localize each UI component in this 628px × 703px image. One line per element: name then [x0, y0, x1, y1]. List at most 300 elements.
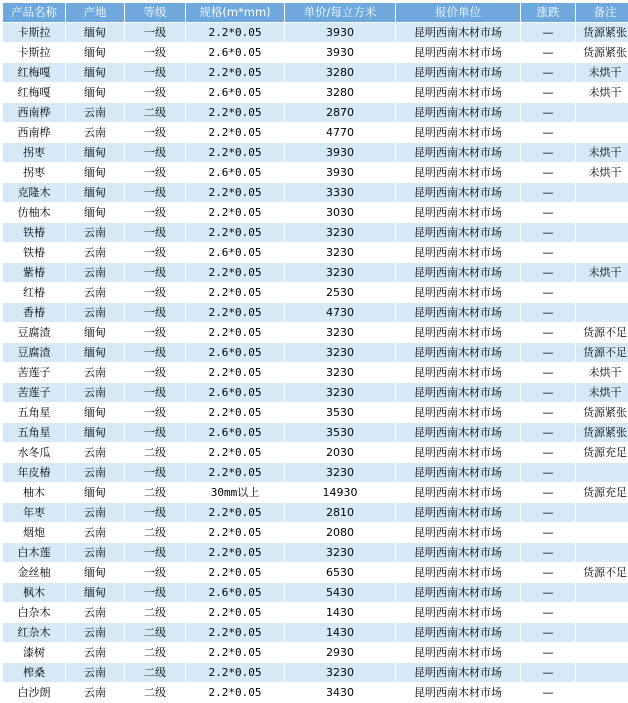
- cell-spec: 2.2*0.05: [186, 203, 284, 222]
- cell-grade: 一级: [125, 83, 185, 102]
- cell-product-name: 白木莲: [3, 543, 65, 562]
- cell-quote-unit: 昆明西南木材市场: [396, 383, 520, 402]
- cell-product-name: 西南桦: [3, 123, 65, 142]
- cell-quote-unit: 昆明西南木材市场: [396, 243, 520, 262]
- cell-price: 3230: [285, 363, 395, 382]
- cell-product-name: 柚木: [3, 483, 65, 502]
- cell-note: 货源不足: [576, 563, 628, 582]
- cell-origin: 云南: [66, 303, 124, 322]
- price-table: [2, 2, 628, 703]
- cell-origin: 缅甸: [66, 563, 124, 582]
- cell-grade: 一级: [125, 343, 185, 362]
- cell-origin: 缅甸: [66, 323, 124, 342]
- cell-note: [576, 103, 628, 122]
- table-row: [3, 163, 628, 182]
- cell-product-name: 五角星: [3, 403, 65, 422]
- table-row: [3, 303, 628, 322]
- header-change: 涨跌: [521, 3, 575, 22]
- cell-quote-unit: 昆明西南木材市场: [396, 423, 520, 442]
- table-row: [3, 103, 628, 122]
- cell-quote-unit: 昆明西南木材市场: [396, 463, 520, 482]
- cell-change: —: [521, 343, 575, 362]
- cell-grade: 一级: [125, 403, 185, 422]
- table-row: [3, 263, 628, 282]
- cell-quote-unit: 昆明西南木材市场: [396, 283, 520, 302]
- cell-quote-unit: 昆明西南木材市场: [396, 143, 520, 162]
- cell-price: 2080: [285, 523, 395, 542]
- cell-origin: 缅甸: [66, 83, 124, 102]
- cell-note: 货源紧张: [576, 43, 628, 62]
- cell-product-name: 苦莲子: [3, 363, 65, 382]
- cell-quote-unit: 昆明西南木材市场: [396, 223, 520, 242]
- cell-product-name: 漆树: [3, 643, 65, 662]
- cell-quote-unit: 昆明西南木材市场: [396, 643, 520, 662]
- cell-price: 3280: [285, 63, 395, 82]
- cell-note: 未烘干: [576, 163, 628, 182]
- cell-quote-unit: 昆明西南木材市场: [396, 123, 520, 142]
- cell-origin: 云南: [66, 463, 124, 482]
- cell-spec: 2.2*0.05: [186, 663, 284, 682]
- cell-quote-unit: 昆明西南木材市场: [396, 443, 520, 462]
- header-product-name: 产品名称: [3, 3, 65, 22]
- cell-spec: 2.2*0.05: [186, 403, 284, 422]
- cell-change: —: [521, 203, 575, 222]
- cell-origin: 云南: [66, 503, 124, 522]
- table-row: [3, 183, 628, 202]
- cell-price: 6530: [285, 563, 395, 582]
- cell-origin: 云南: [66, 283, 124, 302]
- cell-note: [576, 523, 628, 542]
- cell-note: [576, 503, 628, 522]
- cell-quote-unit: 昆明西南木材市场: [396, 603, 520, 622]
- cell-grade: 二级: [125, 663, 185, 682]
- cell-grade: 一级: [125, 383, 185, 402]
- cell-product-name: 苦莲子: [3, 383, 65, 402]
- table-row: [3, 683, 628, 702]
- cell-origin: 缅甸: [66, 483, 124, 502]
- cell-change: —: [521, 163, 575, 182]
- cell-origin: 缅甸: [66, 23, 124, 42]
- table-row: [3, 343, 628, 362]
- cell-quote-unit: 昆明西南木材市场: [396, 563, 520, 582]
- header-grade: 等级: [125, 3, 185, 22]
- cell-product-name: 榨桑: [3, 663, 65, 682]
- header-price: 单价/每立方米: [285, 3, 395, 22]
- cell-quote-unit: 昆明西南木材市场: [396, 103, 520, 122]
- cell-note: 货源紧张: [576, 23, 628, 42]
- cell-product-name: 红杂木: [3, 623, 65, 642]
- cell-grade: 二级: [125, 683, 185, 702]
- cell-origin: 缅甸: [66, 43, 124, 62]
- cell-spec: 2.6*0.05: [186, 383, 284, 402]
- cell-spec: 2.2*0.05: [186, 563, 284, 582]
- cell-change: —: [521, 243, 575, 262]
- cell-product-name: 烟炮: [3, 523, 65, 542]
- cell-quote-unit: 昆明西南木材市场: [396, 343, 520, 362]
- cell-note: [576, 283, 628, 302]
- cell-change: —: [521, 383, 575, 402]
- cell-spec: 2.2*0.05: [186, 503, 284, 522]
- cell-spec: 2.2*0.05: [186, 323, 284, 342]
- cell-note: 未烘干: [576, 143, 628, 162]
- cell-grade: 一级: [125, 143, 185, 162]
- cell-grade: 一级: [125, 23, 185, 42]
- cell-quote-unit: 昆明西南木材市场: [396, 43, 520, 62]
- cell-grade: 一级: [125, 563, 185, 582]
- table-row: [3, 243, 628, 262]
- cell-product-name: 金丝柚: [3, 563, 65, 582]
- cell-origin: 缅甸: [66, 63, 124, 82]
- cell-product-name: 五角星: [3, 423, 65, 442]
- cell-product-name: 红梅嘎: [3, 63, 65, 82]
- cell-spec: 2.2*0.05: [186, 363, 284, 382]
- table-row: [3, 203, 628, 222]
- cell-origin: 缅甸: [66, 143, 124, 162]
- cell-quote-unit: 昆明西南木材市场: [396, 163, 520, 182]
- cell-quote-unit: 昆明西南木材市场: [396, 203, 520, 222]
- cell-price: 3230: [285, 343, 395, 362]
- header-note: 备注: [576, 3, 628, 22]
- cell-product-name: 枫木: [3, 583, 65, 602]
- cell-origin: 云南: [66, 123, 124, 142]
- cell-product-name: 豆腐渣: [3, 323, 65, 342]
- cell-grade: 一级: [125, 223, 185, 242]
- cell-grade: 二级: [125, 603, 185, 622]
- cell-price: 14930: [285, 483, 395, 502]
- cell-origin: 缅甸: [66, 343, 124, 362]
- cell-spec: 2.2*0.05: [186, 63, 284, 82]
- cell-price: 1430: [285, 623, 395, 642]
- cell-origin: 云南: [66, 443, 124, 462]
- table-row: [3, 643, 628, 662]
- cell-spec: 2.2*0.05: [186, 23, 284, 42]
- cell-price: 1430: [285, 603, 395, 622]
- cell-spec: 2.2*0.05: [186, 443, 284, 462]
- cell-quote-unit: 昆明西南木材市场: [396, 83, 520, 102]
- cell-price: 2810: [285, 503, 395, 522]
- table-row: [3, 603, 628, 622]
- cell-change: —: [521, 423, 575, 442]
- cell-origin: 云南: [66, 683, 124, 702]
- cell-quote-unit: 昆明西南木材市场: [396, 183, 520, 202]
- cell-quote-unit: 昆明西南木材市场: [396, 623, 520, 642]
- cell-grade: 一级: [125, 303, 185, 322]
- cell-grade: 二级: [125, 623, 185, 642]
- cell-grade: 一级: [125, 363, 185, 382]
- cell-quote-unit: 昆明西南木材市场: [396, 363, 520, 382]
- cell-product-name: 铁椿: [3, 243, 65, 262]
- cell-origin: 缅甸: [66, 583, 124, 602]
- cell-price: 3930: [285, 23, 395, 42]
- cell-change: —: [521, 563, 575, 582]
- table-header-row: [3, 3, 628, 22]
- cell-product-name: 仿柚木: [3, 203, 65, 222]
- cell-origin: 缅甸: [66, 203, 124, 222]
- cell-grade: 二级: [125, 523, 185, 542]
- cell-price: 3030: [285, 203, 395, 222]
- cell-spec: 2.2*0.05: [186, 543, 284, 562]
- cell-price: 3230: [285, 263, 395, 282]
- cell-change: —: [521, 683, 575, 702]
- header-spec: 规格(m*mm): [186, 3, 284, 22]
- cell-price: 3330: [285, 183, 395, 202]
- cell-price: 2930: [285, 643, 395, 662]
- cell-grade: 二级: [125, 443, 185, 462]
- cell-note: 未烘干: [576, 63, 628, 82]
- table-body: [3, 23, 628, 702]
- cell-grade: 一级: [125, 543, 185, 562]
- table-row: [3, 463, 628, 482]
- cell-product-name: 白杂木: [3, 603, 65, 622]
- header-origin: 产地: [66, 3, 124, 22]
- cell-price: 3230: [285, 223, 395, 242]
- table-row: [3, 523, 628, 542]
- cell-grade: 一级: [125, 123, 185, 142]
- table-row: [3, 483, 628, 502]
- cell-product-name: 卡斯拉: [3, 23, 65, 42]
- cell-change: —: [521, 103, 575, 122]
- cell-note: [576, 623, 628, 642]
- cell-origin: 云南: [66, 603, 124, 622]
- cell-spec: 2.2*0.05: [186, 683, 284, 702]
- cell-change: —: [521, 623, 575, 642]
- table-row: [3, 323, 628, 342]
- cell-quote-unit: 昆明西南木材市场: [396, 543, 520, 562]
- cell-origin: 云南: [66, 543, 124, 562]
- table-row: [3, 563, 628, 582]
- cell-note: [576, 643, 628, 662]
- cell-change: —: [521, 643, 575, 662]
- cell-note: [576, 663, 628, 682]
- cell-change: —: [521, 543, 575, 562]
- cell-origin: 缅甸: [66, 403, 124, 422]
- cell-change: —: [521, 523, 575, 542]
- cell-note: [576, 123, 628, 142]
- cell-quote-unit: 昆明西南木材市场: [396, 663, 520, 682]
- cell-quote-unit: 昆明西南木材市场: [396, 523, 520, 542]
- cell-spec: 2.2*0.05: [186, 103, 284, 122]
- cell-origin: 云南: [66, 243, 124, 262]
- cell-change: —: [521, 503, 575, 522]
- cell-grade: 一级: [125, 423, 185, 442]
- cell-grade: 一级: [125, 283, 185, 302]
- cell-product-name: 豆腐渣: [3, 343, 65, 362]
- cell-note: 未烘干: [576, 383, 628, 402]
- cell-grade: 一级: [125, 503, 185, 522]
- cell-spec: 2.6*0.05: [186, 583, 284, 602]
- table-row: [3, 443, 628, 462]
- table-row: [3, 123, 628, 142]
- cell-origin: 云南: [66, 383, 124, 402]
- table-row: [3, 43, 628, 62]
- cell-grade: 二级: [125, 483, 185, 502]
- cell-note: [576, 183, 628, 202]
- cell-change: —: [521, 23, 575, 42]
- cell-origin: 云南: [66, 223, 124, 242]
- cell-price: 3930: [285, 163, 395, 182]
- cell-price: 3230: [285, 543, 395, 562]
- table-row: [3, 403, 628, 422]
- cell-note: 货源充足: [576, 443, 628, 462]
- cell-change: —: [521, 483, 575, 502]
- cell-quote-unit: 昆明西南木材市场: [396, 23, 520, 42]
- cell-change: —: [521, 663, 575, 682]
- cell-origin: 云南: [66, 623, 124, 642]
- cell-price: 2870: [285, 103, 395, 122]
- cell-product-name: 卡斯拉: [3, 43, 65, 62]
- cell-grade: 一级: [125, 263, 185, 282]
- cell-spec: 2.6*0.05: [186, 423, 284, 442]
- cell-spec: 2.2*0.05: [186, 143, 284, 162]
- cell-origin: 缅甸: [66, 163, 124, 182]
- cell-change: —: [521, 403, 575, 422]
- cell-product-name: 年枣: [3, 503, 65, 522]
- cell-note: 未烘干: [576, 363, 628, 382]
- table-row: [3, 423, 628, 442]
- cell-price: 3230: [285, 383, 395, 402]
- cell-price: 3280: [285, 83, 395, 102]
- cell-price: 3930: [285, 143, 395, 162]
- cell-quote-unit: 昆明西南木材市场: [396, 683, 520, 702]
- cell-product-name: 拐枣: [3, 143, 65, 162]
- cell-note: 货源紧张: [576, 403, 628, 422]
- cell-note: [576, 603, 628, 622]
- table-row: [3, 363, 628, 382]
- cell-change: —: [521, 283, 575, 302]
- cell-price: 2530: [285, 283, 395, 302]
- cell-change: —: [521, 263, 575, 282]
- cell-origin: 云南: [66, 263, 124, 282]
- cell-grade: 一级: [125, 463, 185, 482]
- cell-product-name: 年皮椿: [3, 463, 65, 482]
- cell-grade: 一级: [125, 243, 185, 262]
- cell-price: 3230: [285, 243, 395, 262]
- cell-change: —: [521, 63, 575, 82]
- cell-origin: 云南: [66, 643, 124, 662]
- cell-spec: 2.6*0.05: [186, 43, 284, 62]
- cell-grade: 一级: [125, 63, 185, 82]
- cell-price: 2030: [285, 443, 395, 462]
- cell-note: 未烘干: [576, 263, 628, 282]
- cell-change: —: [521, 583, 575, 602]
- cell-note: [576, 223, 628, 242]
- cell-note: 货源不足: [576, 323, 628, 342]
- cell-quote-unit: 昆明西南木材市场: [396, 403, 520, 422]
- table-row: [3, 223, 628, 242]
- cell-price: 4730: [285, 303, 395, 322]
- cell-spec: 30mm以上: [186, 483, 284, 502]
- table-row: [3, 143, 628, 162]
- cell-product-name: 紫椿: [3, 263, 65, 282]
- header-quote-unit: 报价单位: [396, 3, 520, 22]
- cell-origin: 云南: [66, 103, 124, 122]
- cell-spec: 2.2*0.05: [186, 303, 284, 322]
- table-row: [3, 63, 628, 82]
- cell-note: [576, 683, 628, 702]
- cell-price: 3230: [285, 323, 395, 342]
- table-row: [3, 543, 628, 562]
- cell-quote-unit: 昆明西南木材市场: [396, 303, 520, 322]
- cell-spec: 2.6*0.05: [186, 83, 284, 102]
- cell-product-name: 香椿: [3, 303, 65, 322]
- cell-grade: 一级: [125, 583, 185, 602]
- cell-price: 3530: [285, 423, 395, 442]
- cell-note: [576, 583, 628, 602]
- cell-note: 货源紧张: [576, 423, 628, 442]
- cell-price: 3230: [285, 463, 395, 482]
- cell-change: —: [521, 183, 575, 202]
- cell-change: —: [521, 123, 575, 142]
- cell-origin: 云南: [66, 363, 124, 382]
- cell-change: —: [521, 603, 575, 622]
- cell-spec: 2.2*0.05: [186, 643, 284, 662]
- cell-price: 3230: [285, 663, 395, 682]
- cell-spec: 2.2*0.05: [186, 263, 284, 282]
- cell-change: —: [521, 363, 575, 382]
- cell-price: 5430: [285, 583, 395, 602]
- price-table-container: [2, 2, 626, 703]
- cell-spec: 2.2*0.05: [186, 283, 284, 302]
- cell-change: —: [521, 223, 575, 242]
- cell-grade: 二级: [125, 103, 185, 122]
- cell-change: —: [521, 143, 575, 162]
- cell-product-name: 拐枣: [3, 163, 65, 182]
- cell-note: 货源充足: [576, 483, 628, 502]
- cell-spec: 2.2*0.05: [186, 623, 284, 642]
- cell-grade: 一级: [125, 43, 185, 62]
- cell-price: 3930: [285, 43, 395, 62]
- cell-note: 未烘干: [576, 83, 628, 102]
- cell-quote-unit: 昆明西南木材市场: [396, 323, 520, 342]
- cell-spec: 2.2*0.05: [186, 463, 284, 482]
- cell-grade: 二级: [125, 643, 185, 662]
- cell-spec: 2.2*0.05: [186, 603, 284, 622]
- cell-note: [576, 243, 628, 262]
- table-row: [3, 663, 628, 682]
- cell-origin: 云南: [66, 663, 124, 682]
- cell-grade: 一级: [125, 183, 185, 202]
- cell-note: [576, 203, 628, 222]
- cell-change: —: [521, 83, 575, 102]
- cell-grade: 一级: [125, 323, 185, 342]
- table-row: [3, 383, 628, 402]
- cell-spec: 2.6*0.05: [186, 163, 284, 182]
- cell-quote-unit: 昆明西南木材市场: [396, 63, 520, 82]
- cell-change: —: [521, 463, 575, 482]
- cell-change: —: [521, 443, 575, 462]
- cell-quote-unit: 昆明西南木材市场: [396, 583, 520, 602]
- cell-change: —: [521, 323, 575, 342]
- cell-price: 4770: [285, 123, 395, 142]
- cell-spec: 2.2*0.05: [186, 183, 284, 202]
- cell-note: 货源不足: [576, 343, 628, 362]
- table-row: [3, 583, 628, 602]
- cell-spec: 2.6*0.05: [186, 343, 284, 362]
- cell-spec: 2.2*0.05: [186, 523, 284, 542]
- cell-product-name: 白沙朗: [3, 683, 65, 702]
- cell-product-name: 水冬瓜: [3, 443, 65, 462]
- cell-price: 3530: [285, 403, 395, 422]
- cell-origin: 云南: [66, 523, 124, 542]
- table-row: [3, 503, 628, 522]
- cell-origin: 缅甸: [66, 183, 124, 202]
- cell-grade: 一级: [125, 203, 185, 222]
- cell-note: [576, 463, 628, 482]
- cell-change: —: [521, 43, 575, 62]
- table-row: [3, 283, 628, 302]
- cell-product-name: 铁椿: [3, 223, 65, 242]
- cell-product-name: 红梅嘎: [3, 83, 65, 102]
